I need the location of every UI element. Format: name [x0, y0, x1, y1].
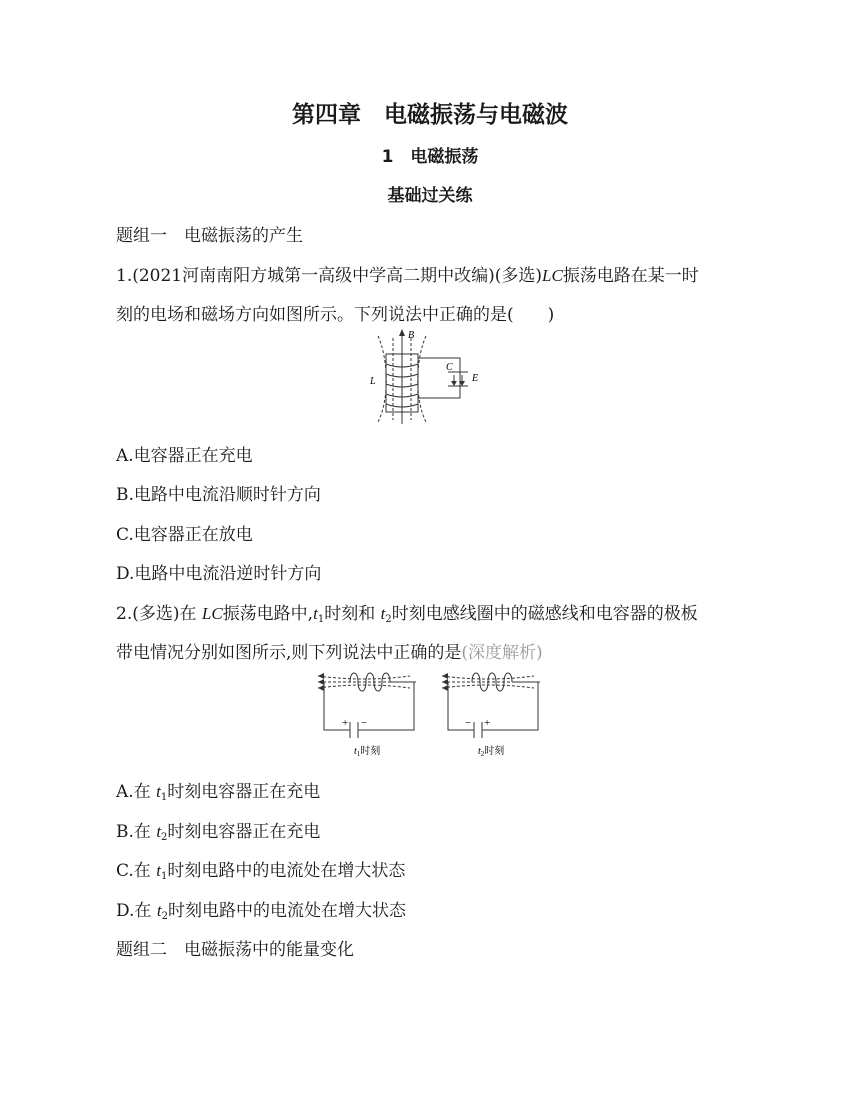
q2-t2-plus: +	[484, 717, 491, 729]
q2-t1-plus: +	[342, 717, 349, 729]
section-title: 1 电磁振荡	[381, 147, 479, 167]
subtitle: 基础过关练	[387, 186, 473, 206]
q2-t2-minus: −	[465, 717, 472, 729]
q2-figure-t2	[438, 668, 548, 760]
q1-option-b: B.电路中电流沿顺时针方向	[116, 485, 321, 505]
q2-stem-line2: 带电情况分别如图所示,则下列说法中正确的是(深度解析)	[116, 643, 543, 663]
q1-label-e: E	[472, 373, 479, 384]
q2-t1-minus: −	[361, 717, 368, 729]
q2-option-a: A.在 t1时刻电容器正在充电	[116, 782, 321, 803]
q1-option-c: C.电容器正在放电	[116, 525, 253, 545]
q1-lc-figure	[362, 328, 492, 428]
q1-option-a: A.电容器正在充电	[116, 446, 253, 466]
q1-label-l: L	[370, 376, 376, 387]
group1-title: 题组一 电磁振荡的产生	[116, 226, 303, 246]
group2-title: 题组二 电磁振荡中的能量变化	[116, 940, 354, 960]
q2-analysis-link[interactable]: (深度解析)	[461, 643, 543, 663]
q2-t2-caption: $t_2$时刻	[478, 746, 505, 758]
q2-option-b: B.在 t2时刻电容器正在充电	[116, 822, 321, 843]
chapter-title: 第四章 电磁振荡与电磁波	[292, 102, 568, 128]
q1-label-b: B	[408, 330, 415, 341]
q2-figure-t1	[314, 668, 424, 760]
q1-stem-line2: 刻的电场和磁场方向如图所示。下列说法中正确的是( )	[116, 305, 555, 325]
q1-stem-line1: 1.(2021河南南阳方城第一高级中学高二期中改编)(多选)LC振荡电路在某一时	[116, 266, 699, 286]
q2-t1-caption: $t_1$时刻	[354, 746, 381, 758]
q1-option-d: D.电路中电流沿逆时针方向	[116, 564, 322, 584]
q2-stem-line1: 2.(多选)在 LC振荡电路中,t1时刻和 t2时刻电感线圈中的磁感线和电容器的极板	[116, 604, 698, 625]
q1-label-c: C	[446, 362, 453, 373]
q2-option-c: C.在 t1时刻电路中的电流处在增大状态	[116, 861, 406, 882]
q2-option-d: D.在 t2时刻电路中的电流处在增大状态	[116, 901, 406, 922]
